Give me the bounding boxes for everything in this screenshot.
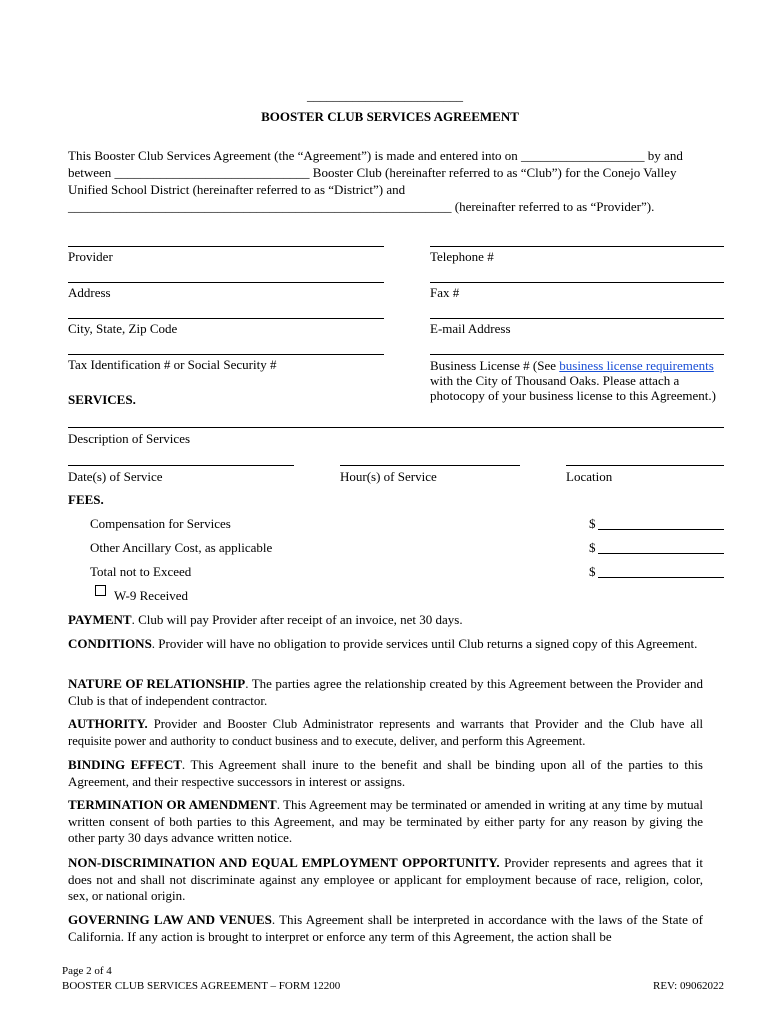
- business-license-field[interactable]: [430, 354, 724, 355]
- fax-label: Fax #: [430, 285, 460, 300]
- nature-clause: [68, 676, 703, 709]
- page-title: BOOSTER CLUB SERVICES AGREEMENT: [261, 109, 519, 124]
- nondiscrimination-heading: NON-DISCRIMINATION AND EQUAL EMPLOYMENT OPPORTUNITY.: [68, 855, 500, 870]
- conditions-heading: CONDITIONS: [68, 636, 152, 651]
- dates-field[interactable]: [68, 465, 294, 466]
- w9-label: W-9 Received: [114, 588, 188, 603]
- fee-ancillary-label: Other Ancillary Cost, as applicable: [90, 540, 273, 555]
- fee-total-field[interactable]: [598, 577, 724, 578]
- nondiscrimination-text: Provider represents and agrees that it does not and shall not discriminate against any employee or applicant for employment because of race, religion, color, sex, or national origin.: [68, 855, 703, 903]
- governing-clause: [68, 912, 703, 945]
- title-blank[interactable]: ________________________: [307, 88, 463, 103]
- tax-id-field[interactable]: [68, 354, 384, 355]
- conditions-clause: [68, 636, 703, 653]
- authority-text: Provider and Booster Club Administrator represents and warrants that Provider and the Club have all requisite power and authority to conduct business and to execute, deliver, and perform this Agreement.: [68, 717, 703, 748]
- fees-heading: FEES.: [68, 492, 104, 507]
- fee-compensation-label: Compensation for Services: [90, 516, 231, 531]
- payment-clause: [68, 612, 703, 629]
- telephone-label: Telephone #: [430, 249, 494, 264]
- dates-label: Date(s) of Service: [68, 469, 163, 484]
- binding-heading: BINDING EFFECT: [68, 757, 182, 772]
- business-license-line-3: photocopy of your business license to this Agreement.): [430, 388, 716, 403]
- location-field[interactable]: [566, 465, 724, 466]
- footer-form-name: BOOSTER CLUB SERVICES AGREEMENT – FORM 12200: [62, 980, 341, 992]
- city-state-zip-field[interactable]: [68, 318, 384, 319]
- termination-text: . This Agreement may be terminated or amended in writing at any time by mutual written consent of both parties to this Agreement, and may be terminated by either party for any reason by giving the other party 30 days advance written notice.: [68, 797, 703, 845]
- business-license-line-2: with the City of Thousand Oaks. Please attach a: [430, 373, 680, 388]
- fax-field[interactable]: [430, 282, 724, 283]
- description-label: Description of Services: [68, 431, 191, 446]
- intro-line-4: ___________________________________________________________ (hereinafter referred to as “Provider”).: [68, 199, 655, 214]
- email-label: E-mail Address: [430, 321, 511, 336]
- nondiscrimination-clause: [68, 855, 703, 905]
- telephone-field[interactable]: [430, 246, 724, 247]
- hours-field[interactable]: [340, 465, 520, 466]
- intro-line-2: between ______________________________ Booster Club (hereinafter referred to as “Club”) for the Conejo Valley: [68, 165, 677, 180]
- provider-field[interactable]: [68, 246, 384, 247]
- description-field[interactable]: [68, 427, 724, 428]
- termination-heading: TERMINATION OR AMENDMENT: [68, 797, 277, 812]
- location-label: Location: [566, 469, 613, 484]
- binding-text: . This Agreement shall inure to the benefit and shall be binding upon all of the parties to this Agreement, and their respective successors in interest or assigns.: [68, 757, 703, 789]
- termination-clause: [68, 797, 703, 847]
- w9-checkbox[interactable]: [95, 585, 106, 596]
- city-state-zip-label: City, State, Zip Code: [68, 321, 178, 336]
- business-license-link[interactable]: business license requirements: [559, 358, 714, 373]
- provider-label: Provider: [68, 249, 113, 264]
- address-field[interactable]: [68, 282, 384, 283]
- fee-total-label: Total not to Exceed: [90, 564, 192, 579]
- authority-heading: AUTHORITY.: [68, 717, 148, 731]
- payment-heading: PAYMENT: [68, 612, 132, 627]
- governing-text: . This Agreement shall be interpreted in accordance with the laws of the State of California. If any action is brought to interpret or enforce any term of this Agreement, the action shall be: [68, 912, 703, 944]
- services-heading: SERVICES.: [68, 392, 136, 407]
- fee-ancillary-field[interactable]: [598, 553, 724, 554]
- email-field[interactable]: [430, 318, 724, 319]
- fee-compensation-currency: $: [589, 516, 596, 531]
- authority-clause: [68, 716, 703, 749]
- footer-page-number: Page 2 of 4: [62, 965, 112, 977]
- intro-line-1: This Booster Club Services Agreement (the “Agreement”) is made and entered into on ___________________ by and: [68, 148, 683, 163]
- address-label: Address: [68, 285, 111, 300]
- tax-id-label: Tax Identification # or Social Security #: [68, 357, 277, 372]
- payment-text: . Club will pay Provider after receipt of an invoice, net 30 days.: [131, 612, 463, 627]
- nature-text: . The parties agree the relationship created by this Agreement between the Provider and Club is that of independent contractor.: [68, 676, 703, 708]
- governing-heading: GOVERNING LAW AND VENUES: [68, 912, 272, 927]
- conditions-text: . Provider will have no obligation to provide services until Club returns a signed copy of this Agreement.: [151, 636, 698, 651]
- footer-revision: REV: 09062022: [653, 980, 724, 992]
- business-license-prefix: Business License # (See: [430, 358, 560, 373]
- binding-clause: [68, 757, 703, 790]
- intro-line-3: Unified School District (hereinafter referred to as “District”) and: [68, 182, 406, 197]
- hours-label: Hour(s) of Service: [340, 469, 437, 484]
- fee-total-currency: $: [589, 564, 596, 579]
- fee-ancillary-currency: $: [589, 540, 596, 555]
- fee-compensation-field[interactable]: [598, 529, 724, 530]
- nature-heading: NATURE OF RELATIONSHIP: [68, 676, 246, 691]
